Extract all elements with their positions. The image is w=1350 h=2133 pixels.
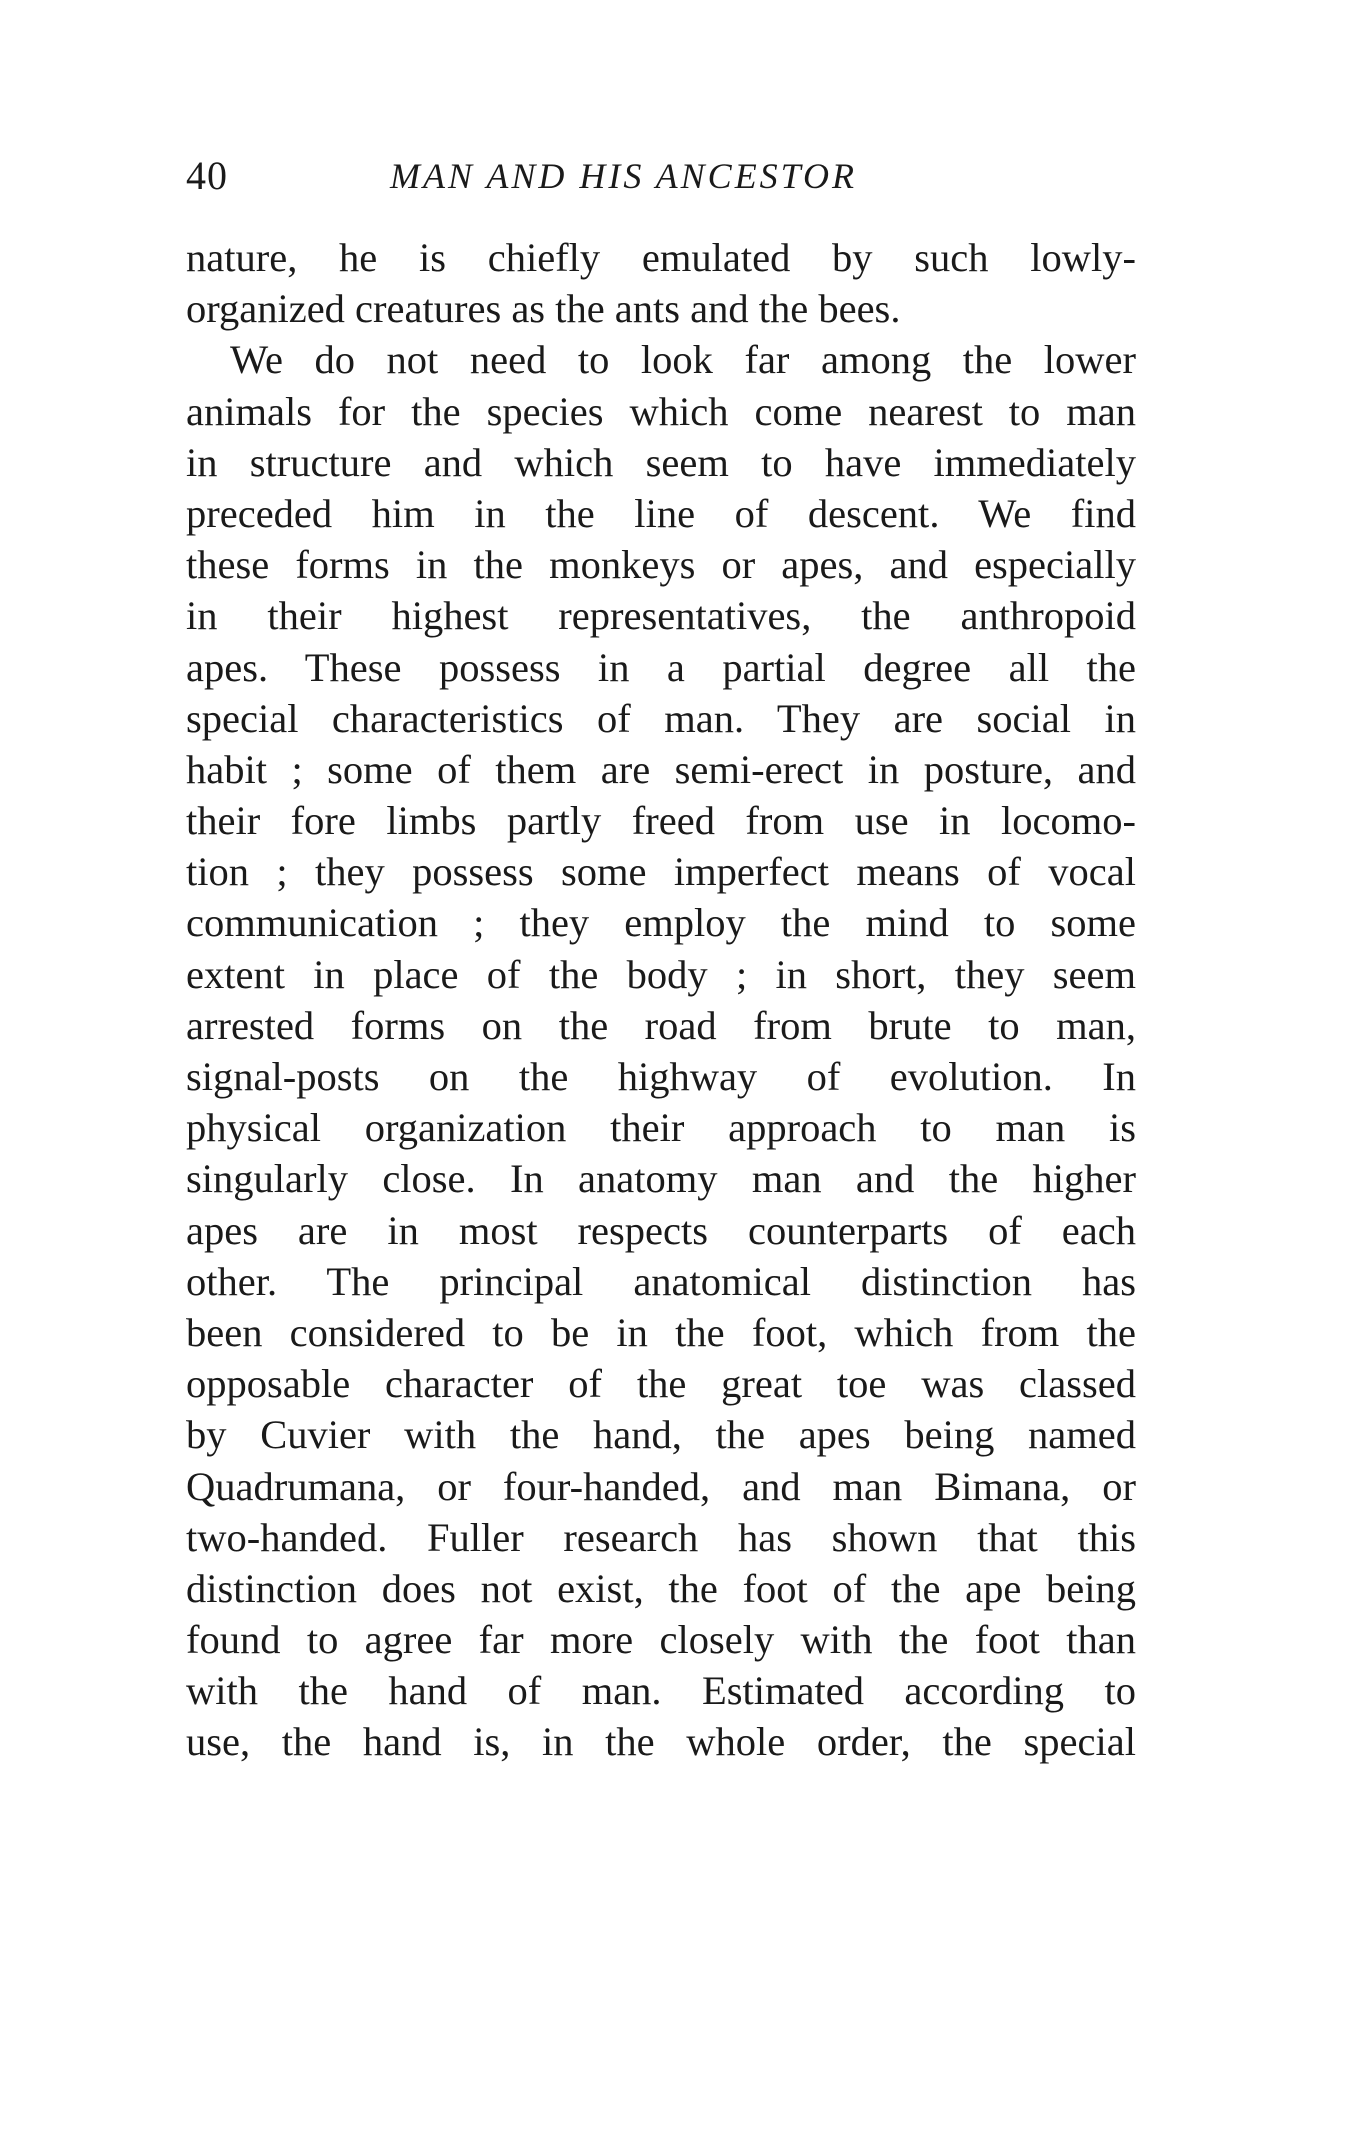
text-line: been considered to be in the foot, which from the (186, 1309, 1136, 1355)
text-line: organized creatures as the ants and the bees. (186, 286, 901, 332)
text-line: communication ; they employ the mind to some (186, 900, 1136, 946)
body-text (186, 232, 1136, 1768)
text-line: physical organization their approach to man is (186, 1105, 1136, 1151)
text-line: tion ; they possess some imperfect means of vocal (186, 849, 1136, 895)
text-line: these forms in the monkeys or apes, and especially (186, 542, 1136, 588)
text-line: their fore limbs partly freed from use in locomo- (186, 798, 1136, 844)
text-line: apes. These possess in a partial degree all the (186, 644, 1136, 690)
text-line: opposable character of the great toe was classed (186, 1361, 1136, 1407)
running-title: MAN AND HIS ANCESTOR (390, 156, 858, 196)
text-line: Quadrumana, or four-handed, and man Bimana, or (186, 1463, 1136, 1509)
running-head (186, 150, 1136, 202)
text-line: use, the hand is, in the whole order, the special (186, 1719, 1136, 1765)
text-line: in structure and which seem to have immediately (186, 439, 1136, 485)
text-line: habit ; some of them are semi-erect in posture, and (186, 746, 1136, 792)
text-line: extent in place of the body ; in short, they seem (186, 951, 1136, 997)
text-line: by Cuvier with the hand, the apes being named (186, 1412, 1136, 1458)
text-line: two-handed. Fuller research has shown that this (186, 1514, 1136, 1560)
text-line: found to agree far more closely with the foot than (186, 1617, 1136, 1663)
text-line: special characteristics of man. They are social in (186, 695, 1136, 741)
text-line: distinction does not exist, the foot of the ape being (186, 1565, 1136, 1611)
text-line: signal-posts on the highway of evolution. In (186, 1054, 1136, 1099)
text-line: arrested forms on the road from brute to man, (186, 1002, 1136, 1048)
text-line: apes are in most respects counterparts of each (186, 1207, 1136, 1253)
text-line: other. The principal anatomical distinction has (186, 1258, 1136, 1304)
text-line: nature, he is chiefly emulated by such lowly- (186, 235, 1136, 280)
text-line: singularly close. In anatomy man and the higher (186, 1156, 1136, 1202)
text-line: with the hand of man. Estimated according to (186, 1668, 1136, 1714)
page-number: 40 (186, 153, 228, 198)
text-line: preceded him in the line of descent. We find (186, 490, 1136, 536)
text-line: animals for the species which come nearest to man (186, 388, 1136, 434)
text-line: in their highest representatives, the anthropoid (186, 593, 1136, 639)
text-line: We do not need to look far among the lower (230, 337, 1136, 383)
